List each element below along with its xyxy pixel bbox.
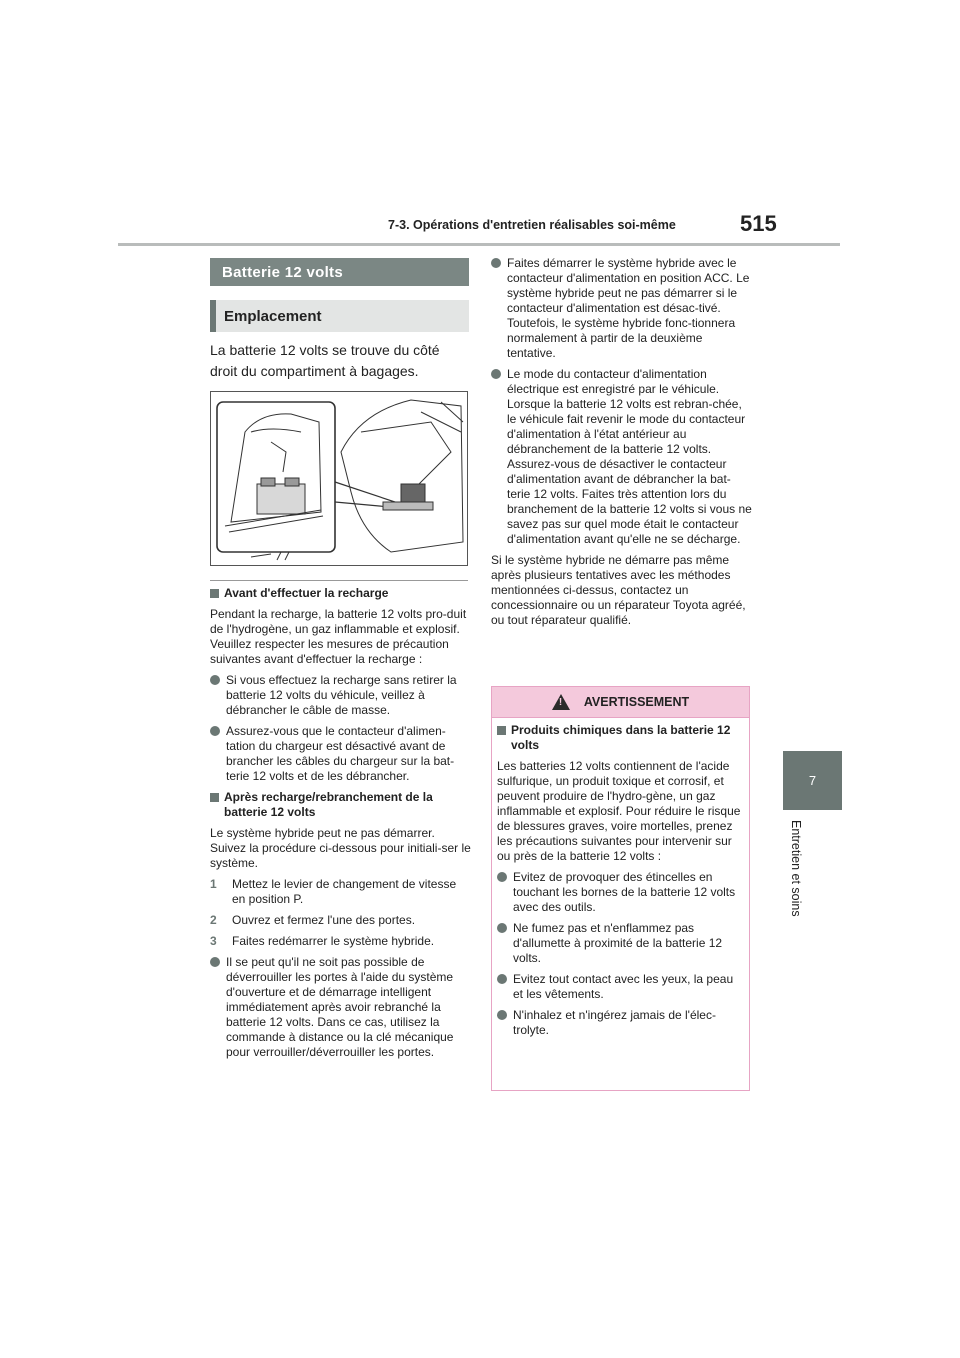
step-text: Faites redémarrer le système hybride. <box>232 934 435 948</box>
warning-heading: Produits chimiques dans la batterie 12 volts <box>497 723 741 753</box>
battery-location-illustration <box>210 391 468 566</box>
warning-icon: ! <box>552 694 570 710</box>
bullet-item: Si vous effectuez la recharge sans retirer la batterie 12 volts du véhicule, veillez à débrancher le câble de masse. <box>210 673 472 718</box>
step-text: Mettez le levier de changement de vitesse en position P. <box>232 877 457 906</box>
step-item <box>210 877 472 907</box>
recharge-text: Pendant la recharge, la batterie 12 volts pro-duit de l'hydrogène, un gaz inflammable et explosif. Veuillez respecter les mesures de précaution suivantes avant d'effectuer la recharge : <box>210 607 467 666</box>
divider <box>210 580 468 581</box>
section-title: Batterie 12 volts <box>210 258 469 286</box>
chapter-tab: 7 <box>783 751 842 810</box>
bullet-item: Faites démarrer le système hybride avec le contacteur d'alimentation en position ACC. Le système hybride peut ne pas démarrer si le contacteur d'alimentation est désac-tivé. Toutefois, le système hybride fonc-tionnera normalement à partir de la deuxième tentative. <box>491 256 753 361</box>
step-number: 3 <box>210 934 217 948</box>
bullet-item: Il se peut qu'il ne soit pas possible de déverrouiller les portes à l'aide du système d'ouverture et de démarrage intelligent immédiatement après avoir rebranché la batterie 12 volts. Dans ce cas, utilisez la commande à distance ou la clé mécanique pour verrouiller/déverrouiller les portes. <box>210 955 472 1060</box>
step-text: Ouvrez et fermez l'une des portes. <box>232 913 416 927</box>
warning-item: Evitez tout contact avec les yeux, la peau et les vêtements. <box>497 972 741 1002</box>
page-number: 515 <box>740 211 777 236</box>
step-item <box>210 934 472 949</box>
chapter-label-text: Entretien et soins <box>789 820 803 917</box>
warning-item: Evitez de provoquer des étincelles en touchant les bornes de la batterie 12 volts avec des outils. <box>497 870 741 915</box>
step-item <box>210 913 472 928</box>
recharge-heading: Avant d'effectuer la recharge <box>210 586 472 601</box>
right-column <box>491 256 753 634</box>
warning-text: Les batteries 12 volts contiennent de l'acide sulfurique, un produit toxique et corrosif, et peuvent produire de l'hydro-gène, un gaz inflammable et explosif. Pour réduire le risque de blessures graves, voire mortelles, prenez les précautions suivantes pour intervenir sur ou près de la batterie 12 volts : <box>497 759 741 863</box>
header-divider <box>118 243 840 246</box>
step-number: 2 <box>210 913 217 927</box>
bullet-item: Le mode du contacteur d'alimentation électrique est enregistré par le véhicule. Lorsque la batterie 12 volts est rebran-chée, le véhicule fait revenir le mode du contacteur d'alimentation à l'état antérieur au débranchement de la batterie 12 volts. Assurez-vous de désactiver le contacteur d'alimentation avant de débrancher la bat-terie 12 volts. Faites très attention lors du branchement de la batterie 12 volts si vous ne savez pas sur quel mode était le contacteur d'alimentation avant qu'elle ne se décharge. <box>491 367 753 547</box>
warning-divider <box>492 717 749 718</box>
intro-text: La batterie 12 volts se trouve du côté droit du compartiment à bagages. <box>210 342 440 379</box>
after-recharge-text: Le système hybride peut ne pas démarrer. Suivez la procédure ci-dessous pour initiali-ser le système. <box>210 826 471 870</box>
bullet-item: Assurez-vous que le contacteur d'alimen-tation du chargeur est désactivé avant de brancher les câbles du chargeur sur la bat-terie 12 volts et de les débrancher. <box>210 724 472 784</box>
left-column <box>210 586 472 1066</box>
warning-title: AVERTISSEMENT <box>583 695 690 709</box>
after-recharge-heading: Après recharge/rebranchement de la batterie 12 volts <box>210 790 472 820</box>
warning-box <box>491 686 750 1091</box>
contact-dealer-text: Si le système hybride ne démarre pas même après plusieurs tentatives avec les méthodes mentionnées ci-dessus, contactez un concessionnaire ou un réparateur Toyota agréé, ou tout réparateur qualifié. <box>491 553 746 627</box>
chapter-label <box>783 820 807 940</box>
subsection-title: Emplacement <box>210 300 469 332</box>
step-number: 1 <box>210 877 217 891</box>
warning-content <box>497 723 741 1044</box>
header-section-title: 7-3. Opérations d'entretien réalisables soi-même <box>388 218 676 232</box>
warning-item: N'inhalez et n'ingérez jamais de l'élec-trolyte. <box>497 1008 741 1038</box>
warning-item: Ne fumez pas et n'enflammez pas d'allumette à proximité de la batterie 12 volts. <box>497 921 741 966</box>
warning-header <box>492 687 749 717</box>
